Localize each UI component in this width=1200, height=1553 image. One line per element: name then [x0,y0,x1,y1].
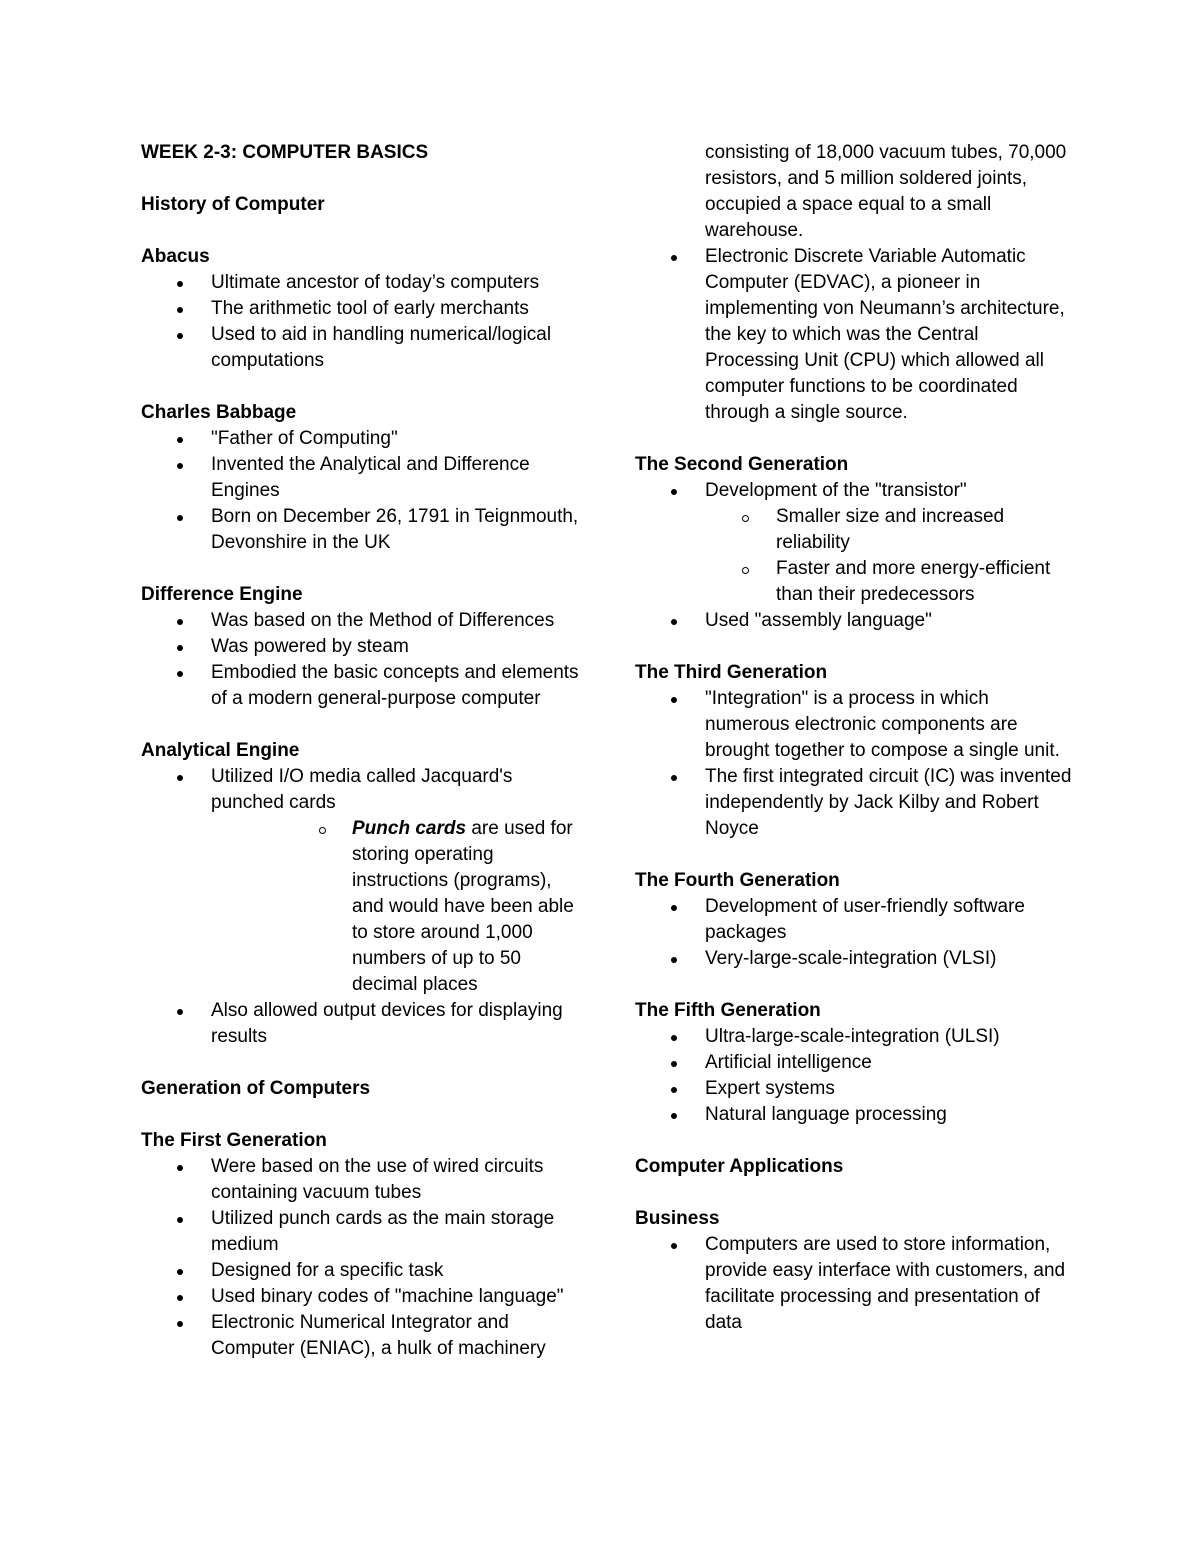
sub-bullet-icon [742,567,749,574]
analytical-engine-heading: Analytical Engine [141,740,300,761]
list-item: Used "assembly language" [635,608,1075,634]
list-item: Was based on the Method of Differences [141,608,581,634]
punch-cards-sublist [211,816,581,998]
bullet-icon [177,307,183,313]
analytical-engine-list [141,764,581,1050]
list-item: "Integration" is a process in which numerous electronic components are brought together to compose a single unit. [635,686,1075,764]
third-generation-heading: The Third Generation [635,662,828,683]
list-item: Born on December 26, 1791 in Teignmouth, Devonshire in the UK [141,504,581,556]
sub-list-item: Smaller size and increased reliability [705,504,1075,556]
bullet-icon [671,957,677,963]
list-item: Was powered by steam [141,634,581,660]
list-item: Used to aid in handling numerical/logical computations [141,322,581,374]
fourth-generation-heading: The Fourth Generation [635,870,840,891]
applications-heading: Computer Applications [635,1156,844,1177]
first-generation-list-continued [635,244,1075,426]
list-item: Computers are used to store information, provide easy interface with customers, and facilitate processing and presentation of data [635,1232,1075,1336]
bullet-icon [671,1113,677,1119]
sub-bullet-icon [742,515,749,522]
list-item: Very-large-scale-integration (VLSI) [635,946,1075,972]
second-generation-list [635,478,1075,634]
right-column [635,140,1075,1336]
bullet-icon [671,1087,677,1093]
bullet-icon [177,1217,183,1223]
list-item: Used binary codes of "machine language" [141,1284,581,1310]
list-item: Artificial intelligence [635,1050,1075,1076]
list-item: Development of user-friendly software packages [635,894,1075,946]
list-item: Electronic Discrete Variable Automatic Computer (EDVAC), a pioneer in implementing von Neumann’s architecture, the key to which was the Central Processing Unit (CPU) which allowed all computer functions to be coordinated through a single source. [635,244,1075,426]
bullet-icon [671,1061,677,1067]
list-item: Utilized I/O media called Jacquard's punched cards Punch cards are used for storing operating instructions (programs), and would have been able to store around 1,000 numbers of up to 50 decimal places [141,764,581,998]
bullet-icon [177,515,183,521]
list-item: Ultra-large-scale-integration (ULSI) [635,1024,1075,1050]
list-item: Designed for a specific task [141,1258,581,1284]
fourth-generation-list [635,894,1075,972]
business-list [635,1232,1075,1336]
list-item: The arithmetic tool of early merchants [141,296,581,322]
list-item: Utilized punch cards as the main storage medium [141,1206,581,1258]
list-item: Invented the Analytical and Difference Engines [141,452,581,504]
bullet-icon [177,1269,183,1275]
bullet-icon [177,281,183,287]
fifth-generation-list [635,1024,1075,1128]
left-column [141,140,581,1362]
babbage-heading: Charles Babbage [141,402,297,423]
third-generation-list [635,686,1075,842]
bullet-icon [177,1009,183,1015]
first-generation-heading: The First Generation [141,1130,327,1151]
bullet-icon [671,619,677,625]
list-item: The first integrated circuit (IC) was invented independently by Jack Kilby and Robert Noyce [635,764,1075,842]
sub-list-item: Faster and more energy-efficient than their predecessors [705,556,1075,608]
list-item: Natural language processing [635,1102,1075,1128]
list-item: Also allowed output devices for displaying results [141,998,581,1050]
business-heading: Business [635,1208,720,1229]
bullet-icon [671,489,677,495]
list-item: Were based on the use of wired circuits containing vacuum tubes [141,1154,581,1206]
list-item: Electronic Numerical Integrator and Computer (ENIAC), a hulk of machinery [141,1310,581,1362]
bullet-icon [177,1321,183,1327]
fifth-generation-heading: The Fifth Generation [635,1000,821,1021]
bullet-icon [177,463,183,469]
eniac-continuation: consisting of 18,000 vacuum tubes, 70,000 resistors, and 5 million soldered joints, occupied a space equal to a small warehouse. [705,142,1067,241]
bullet-icon [671,255,677,261]
list-item: Development of the "transistor" Smaller size and increased reliability Faster and more energy-efficient than their predecessors [635,478,1075,608]
page-title: WEEK 2-3: COMPUTER BASICS [141,142,429,163]
bullet-icon [177,775,183,781]
bullet-icon [177,437,183,443]
bullet-icon [671,697,677,703]
history-heading: History of Computer [141,194,325,215]
list-item: Ultimate ancestor of today’s computers [141,270,581,296]
generations-heading: Generation of Computers [141,1078,371,1099]
sub-bullet-icon [319,827,326,834]
bullet-icon [177,333,183,339]
bullet-icon [671,905,677,911]
bullet-icon [671,775,677,781]
second-generation-heading: The Second Generation [635,454,849,475]
list-item: Embodied the basic concepts and elements of a modern general-purpose computer [141,660,581,712]
bullet-icon [177,619,183,625]
first-generation-list [141,1154,581,1362]
list-item: "Father of Computing" [141,426,581,452]
babbage-list [141,426,581,556]
bullet-icon [177,671,183,677]
difference-engine-heading: Difference Engine [141,584,303,605]
bullet-icon [671,1243,677,1249]
sub-list-item: Punch cards are used for storing operating instructions (programs), and would have been able to store around 1,000 numbers of up to 50 decimal places [211,816,581,998]
abacus-heading: Abacus [141,246,210,267]
punch-cards-term: Punch cards [352,818,467,839]
bullet-icon [671,1035,677,1041]
list-item: Expert systems [635,1076,1075,1102]
bullet-icon [177,645,183,651]
bullet-icon [177,1165,183,1171]
difference-engine-list [141,608,581,712]
bullet-icon [177,1295,183,1301]
abacus-list [141,270,581,374]
transistor-sublist [705,504,1075,608]
